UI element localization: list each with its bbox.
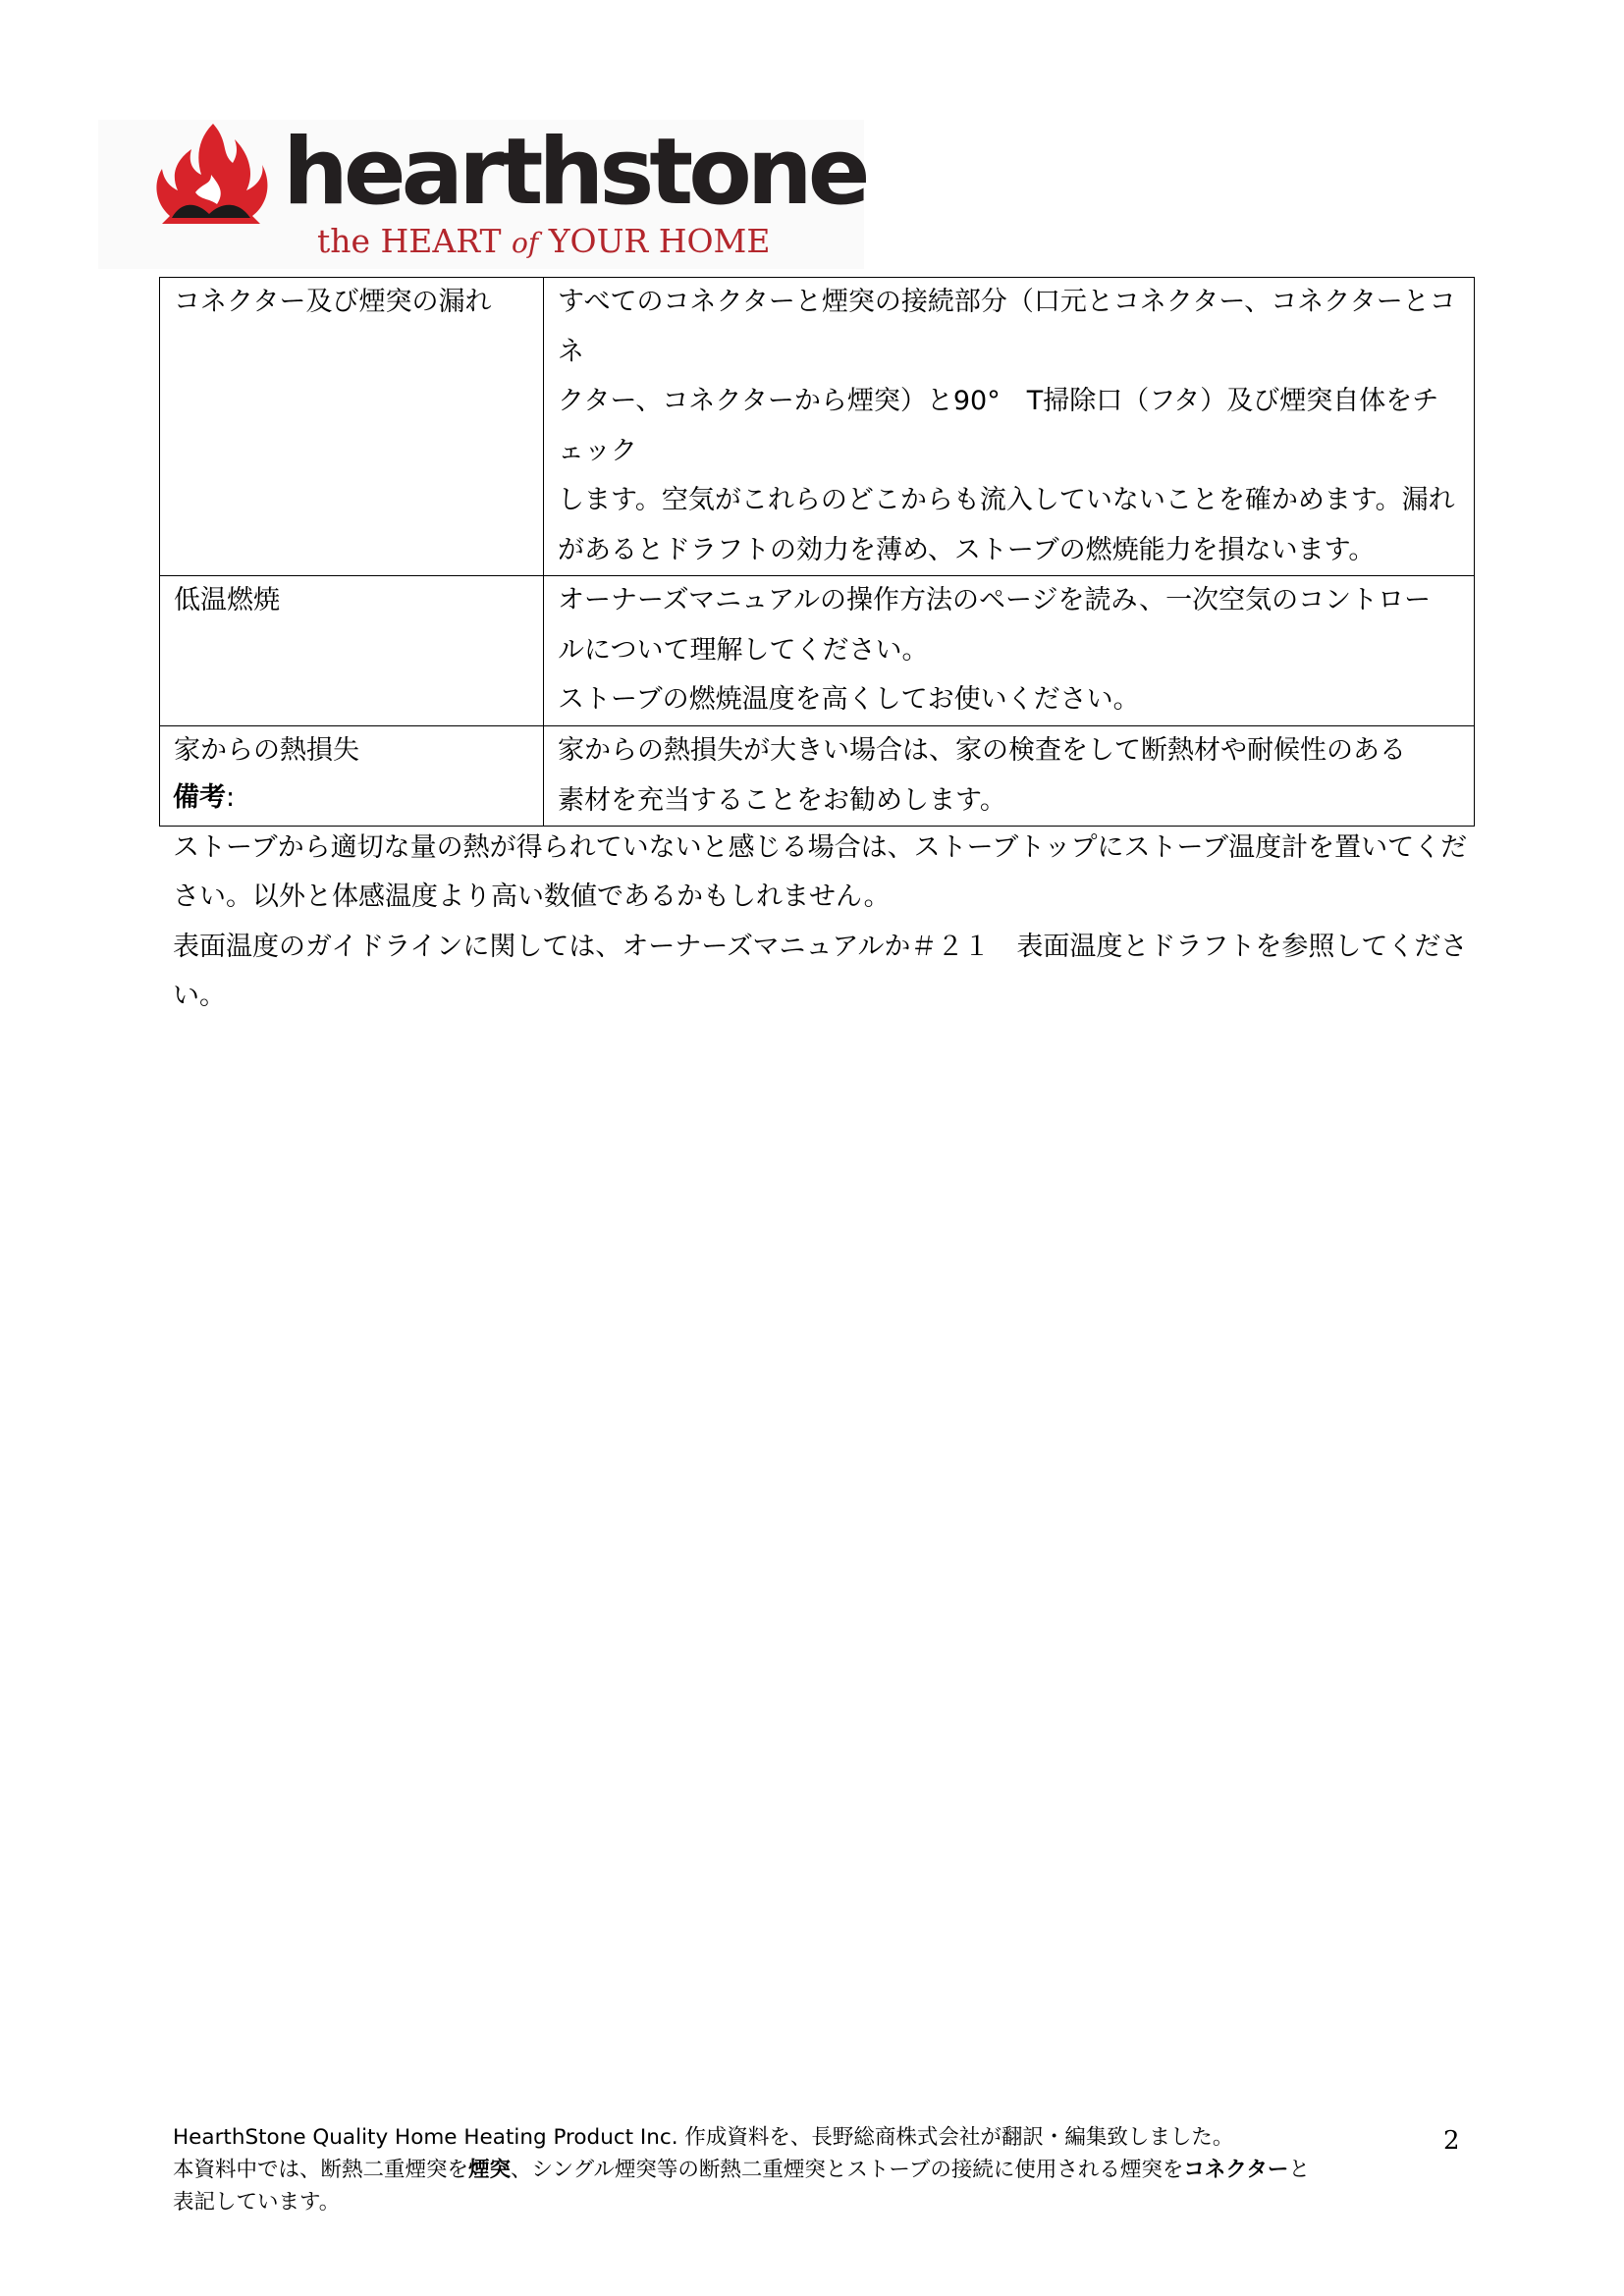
- hearthstone-logo: [98, 120, 864, 269]
- page-number: 2: [1443, 2126, 1460, 2156]
- logo-tagline: the HEART of YOUR HOME: [317, 222, 771, 260]
- footer-line: HearthStone Quality Home Heating Product Inc. 作成資料を、長野総商株式会社が翻訳・編集致しました。: [173, 2125, 1234, 2150]
- notes-line: さい。以外と体感温度より高い数値であるかもしれません。: [173, 881, 891, 912]
- row-description: [544, 278, 1475, 576]
- table-row: [160, 576, 1475, 726]
- row-label: 低温燃焼: [160, 576, 544, 726]
- notes-line: 表面温度のガイドラインに関しては、オーナーズマニュアルか＃２１ 表面温度とドラフトを参照してくださ: [173, 931, 1468, 962]
- footer-line: 表記しています。: [173, 2190, 341, 2215]
- row-label: コネクター及び煙突の漏れ: [160, 278, 544, 576]
- footer-line: 本資料中では、断熱二重煙突を煙突、シングル煙突等の断熱二重煙突とストーブの接続に使用される煙突をコネクターと: [173, 2158, 1310, 2182]
- description-line: ルについて理解してください。: [558, 634, 929, 666]
- row-label: 家からの熱損失: [160, 726, 544, 827]
- description-line: すべてのコネクターと煙突の接続部分（口元とコネクター、コネクターとコネ: [558, 287, 1456, 367]
- description-line: 家からの熱損失が大きい場合は、家の検査をして断熱材や耐候性のある: [558, 735, 1406, 766]
- flame-icon: [152, 120, 270, 228]
- notes-section: [173, 774, 1469, 1022]
- description-line: があるとドラフトの効力を薄め、ストーブの燃焼能力を損ないます。: [558, 534, 1376, 565]
- troubleshooting-table: [159, 277, 1475, 827]
- table-row: [160, 278, 1475, 576]
- notes-line: い。: [173, 981, 226, 1011]
- description-line: 素材を充当することをお勧めします。: [558, 784, 1006, 816]
- row-description: [544, 576, 1475, 726]
- page-footer: [173, 2121, 1439, 2218]
- description-line: ストーブの燃焼温度を高くしてお使いください。: [558, 684, 1140, 715]
- logo-wordmark: hearthstone: [283, 119, 866, 226]
- description-line: オーナーズマニュアルの操作方法のページを読み、一次空気のコントロー: [558, 585, 1432, 615]
- notes-heading: 備考:: [173, 782, 236, 813]
- notes-line: ストーブから適切な量の熱が得られていないと感じる場合は、ストーブトップにストーブ温度計を置いてくだ: [173, 831, 1468, 863]
- description-line: クター、コネクターから煙突）と90° T掃除口（フタ）及び煙突自体をチェック: [558, 386, 1439, 466]
- description-line: します。空気がこれらのどこからも流入していないことを確かめます。漏れ: [558, 485, 1455, 515]
